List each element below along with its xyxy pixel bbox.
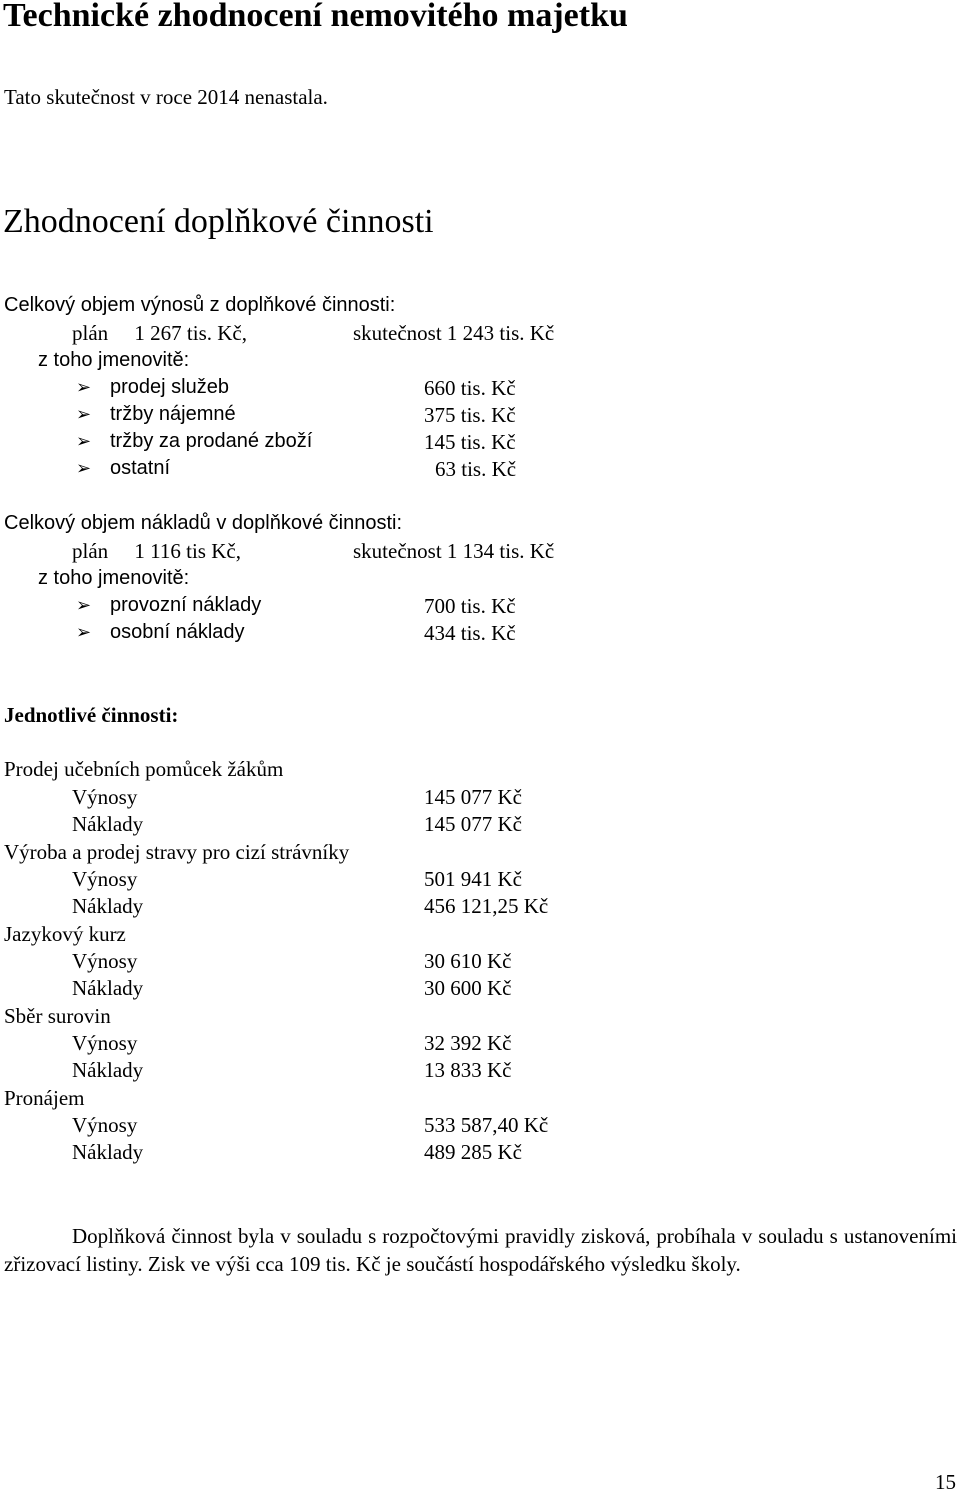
activity-name: Výroba a prodej stravy pro cizí strávníky xyxy=(4,840,350,864)
activity-cost-label: Náklady xyxy=(72,812,144,836)
costs-actual: skutečnost 1 134 tis. Kč xyxy=(353,539,555,563)
activity-revenue-value: 32 392 Kč xyxy=(424,1031,512,1055)
arrow-bullet-icon: ➢ xyxy=(76,595,92,616)
heading-technical-appreciation: Technické zhodnocení nemovitého majetku xyxy=(3,0,628,34)
activity-cost-label: Náklady xyxy=(72,976,144,1000)
costs-title: Celkový objem nákladů v doplňkové činnosti: xyxy=(4,512,402,534)
revenue-item-label: prodej služeb xyxy=(110,376,229,398)
arrow-bullet-icon: ➢ xyxy=(76,622,92,643)
note-not-occurred: Tato skutečnost v roce 2014 nenastala. xyxy=(4,85,328,109)
arrow-bullet-icon: ➢ xyxy=(76,404,92,425)
conclusion-paragraph: Doplňková činnost byla v souladu s rozpočtovými pravidly zisková, probíhala v souladu s ustanoveními zřizovací listiny. Zisk ve výši cca 109 tis. Kč je součástí hospodářského výsledku školy. xyxy=(4,1224,957,1276)
arrow-bullet-icon: ➢ xyxy=(76,458,92,479)
activity-name: Jazykový kurz xyxy=(4,922,126,946)
activity-revenue-label: Výnosy xyxy=(72,1031,138,1055)
activity-revenue-label: Výnosy xyxy=(72,949,138,973)
activity-cost-value: 456 121,25 Kč xyxy=(424,894,549,918)
heading-supplementary-activity: Zhodnocení doplňkové činnosti xyxy=(3,203,434,240)
costs-item-value: 434 tis. Kč xyxy=(424,621,516,645)
activity-name: Pronájem xyxy=(4,1086,85,1110)
activity-cost-value: 30 600 Kč xyxy=(424,976,512,1000)
activity-revenue-value: 145 077 Kč xyxy=(424,785,522,809)
arrow-bullet-icon: ➢ xyxy=(76,377,92,398)
activity-revenue-value: 533 587,40 Kč xyxy=(424,1113,549,1137)
revenue-subtitle: z toho jmenovitě: xyxy=(38,349,190,371)
revenue-item-label: ostatní xyxy=(110,457,171,479)
revenue-plan: plán 1 267 tis. Kč, xyxy=(72,321,247,345)
revenue-item-value: 660 tis. Kč xyxy=(424,376,516,400)
activity-name: Prodej učebních pomůcek žákům xyxy=(4,757,284,781)
activity-revenue-value: 30 610 Kč xyxy=(424,949,512,973)
revenue-item-value: 145 tis. Kč xyxy=(424,430,516,454)
activity-revenue-label: Výnosy xyxy=(72,785,138,809)
activity-cost-label: Náklady xyxy=(72,894,144,918)
revenue-item-label: tržby za prodané zboží xyxy=(110,430,313,452)
activity-name: Sběr surovin xyxy=(4,1004,111,1028)
activity-cost-value: 145 077 Kč xyxy=(424,812,522,836)
activity-revenue-value: 501 941 Kč xyxy=(424,867,522,891)
costs-subtitle: z toho jmenovitě: xyxy=(38,567,190,589)
page-number: 15 xyxy=(935,1470,956,1494)
revenue-item-label: tržby nájemné xyxy=(110,403,236,425)
revenue-item-value: 375 tis. Kč xyxy=(424,403,516,427)
revenue-title: Celkový objem výnosů z doplňkové činnosti: xyxy=(4,294,396,316)
arrow-bullet-icon: ➢ xyxy=(76,431,92,452)
revenue-actual: skutečnost 1 243 tis. Kč xyxy=(353,321,555,345)
costs-plan: plán 1 116 tis Kč, xyxy=(72,539,241,563)
activity-cost-label: Náklady xyxy=(72,1058,144,1082)
costs-item-label: provozní náklady xyxy=(110,594,262,616)
activity-revenue-label: Výnosy xyxy=(72,867,138,891)
revenue-item-value: 63 tis. Kč xyxy=(435,457,517,481)
activity-cost-value: 489 285 Kč xyxy=(424,1140,522,1164)
activity-revenue-label: Výnosy xyxy=(72,1113,138,1137)
activities-heading: Jednotlivé činnosti: xyxy=(4,703,179,727)
costs-item-value: 700 tis. Kč xyxy=(424,594,516,618)
activity-cost-label: Náklady xyxy=(72,1140,144,1164)
activity-cost-value: 13 833 Kč xyxy=(424,1058,512,1082)
costs-item-label: osobní náklady xyxy=(110,621,245,643)
